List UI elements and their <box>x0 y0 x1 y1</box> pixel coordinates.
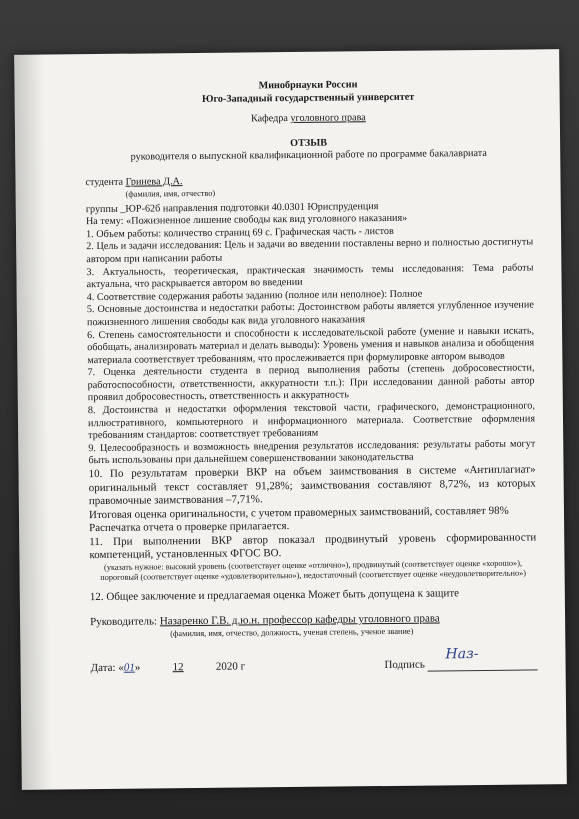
handwritten-signature: Наз- <box>445 646 479 663</box>
item-11: 11. При выполнении ВКР автор показал продвинутый уровень сформированности компетенций, установленных ФГОС ВО. <box>89 530 537 562</box>
supervisor-label: Руководитель: <box>90 615 158 629</box>
department-prefix: Кафедра <box>250 113 288 125</box>
item-4: 4. Соответствие содержания работы заданию (полное или неполное): Полное <box>86 288 423 303</box>
item-9: 9. Целесообразность и возможность внедрения результатов исследования: результаты работы могут быть использованы при дальнейшем совершенствовании законодательства <box>88 438 536 467</box>
ministry-line: Минобрнауки России <box>258 79 358 92</box>
document-page <box>14 49 567 790</box>
topic-line: На тему: «Пожизненное лишение свободы как вид уголовного наказания» <box>85 212 408 228</box>
supervisor-value: Назаренко Г.В. д.ю.н. профессор кафедры уголовного права <box>159 612 440 628</box>
item-12: 12. Общее заключение и предлагаемая оценка Может быть допущена к защите <box>89 586 460 603</box>
item-5: 5. Основные достоинства и недостатки работы: Достоинством работы является углубленное изучение пожизненного лишения свободы как вида уголовного наказания <box>86 299 534 329</box>
date-month: 12 <box>172 660 184 673</box>
department-name: уголовного права <box>290 112 366 125</box>
item-2: 2. Цель и задачи исследования: Цель и задачи во введении поставлены верно и полностью достигнуты автором при написании работы <box>86 236 534 266</box>
item-7: 7. Оценка деятельности студента в период выполнения работы (степень добросовестности, работоспособности, ответственности, аккуратности т.п.): При исследовании данной работы автор проявил добросовестность, ответственность и аккуратность <box>87 362 535 404</box>
group-line: группы _ЮР-62б направления подготовки 40.0301 Юриспруденция <box>85 200 379 215</box>
printout-line: Распечатка отчета о проверке прилагается. <box>89 520 290 535</box>
doc-subtitle: руководителя о выпускной квалификационной работе по программе бакалавриата <box>130 148 487 164</box>
item-1: 1. Объем работы: количество страниц 69 с. Графическая часть - листов <box>85 225 394 240</box>
university-line: Юго-Западный государственный университет <box>201 91 415 105</box>
date-field: Дата: «01» 12 2020 г <box>90 660 246 674</box>
page-fold-shadow <box>14 55 52 790</box>
sign-label: Подпись <box>384 658 425 671</box>
doc-title: ОТЗЫВ <box>290 137 328 149</box>
item-11-hint: (указать нужное: высокий уровень (соответствует оценке «отлично»), продвинутый (соответствует оценке «хорошо»), пороговый (соответствует оценке «удовлетворительно»), недостаточный (соответствует оценке «неудовлетворительно») <box>100 558 527 582</box>
student-name: Гринева Д.А. <box>125 176 183 188</box>
student-hint: (фамилия, имя, отчество) <box>125 188 216 199</box>
item-3: 3. Актуальность, теоретическая, практическая значимость темы исследования: Тема работы актуальна, что раскрывается автором во введении <box>86 261 534 291</box>
document-content <box>84 77 537 675</box>
student-label: студента <box>85 176 124 189</box>
signature-line <box>428 646 538 671</box>
item-6: 6. Степень самостоятельности и способности к исследовательской работе (умение и навыки искать, обобщать, анализировать материал и делать выводы): Уровень умения и навыков анализа и обобщения материала соответствует требованиям, что прослеживается при формулировке автором выводов <box>87 324 535 366</box>
signature-field <box>384 646 537 672</box>
date-year: 2020 г <box>215 660 246 673</box>
date-day: 01 <box>123 661 135 674</box>
item-10: 10. По результатам проверки ВКР на объем заимствования в системе «Антиплагиат» оригинальный текст составляет 91,28%; заимствования составляют 8,72%, из которых правомочные заимствования –7,71%. <box>88 463 536 508</box>
originality-line: Итоговая оценка оригинальности, с учетом правомерных заимствований, составляет 98% <box>88 504 509 521</box>
item-8: 8. Достоинства и недостатки оформления текстовой части, графического, демонстрационного, иллюстративного, компьютерного и информационного материала. Соответствие оформления требованиям стандартов: соответствует требованиям <box>87 400 536 442</box>
supervisor-hint: (фамилия, имя, отчество, должность, ученая степень, ученое звание) <box>170 626 414 638</box>
